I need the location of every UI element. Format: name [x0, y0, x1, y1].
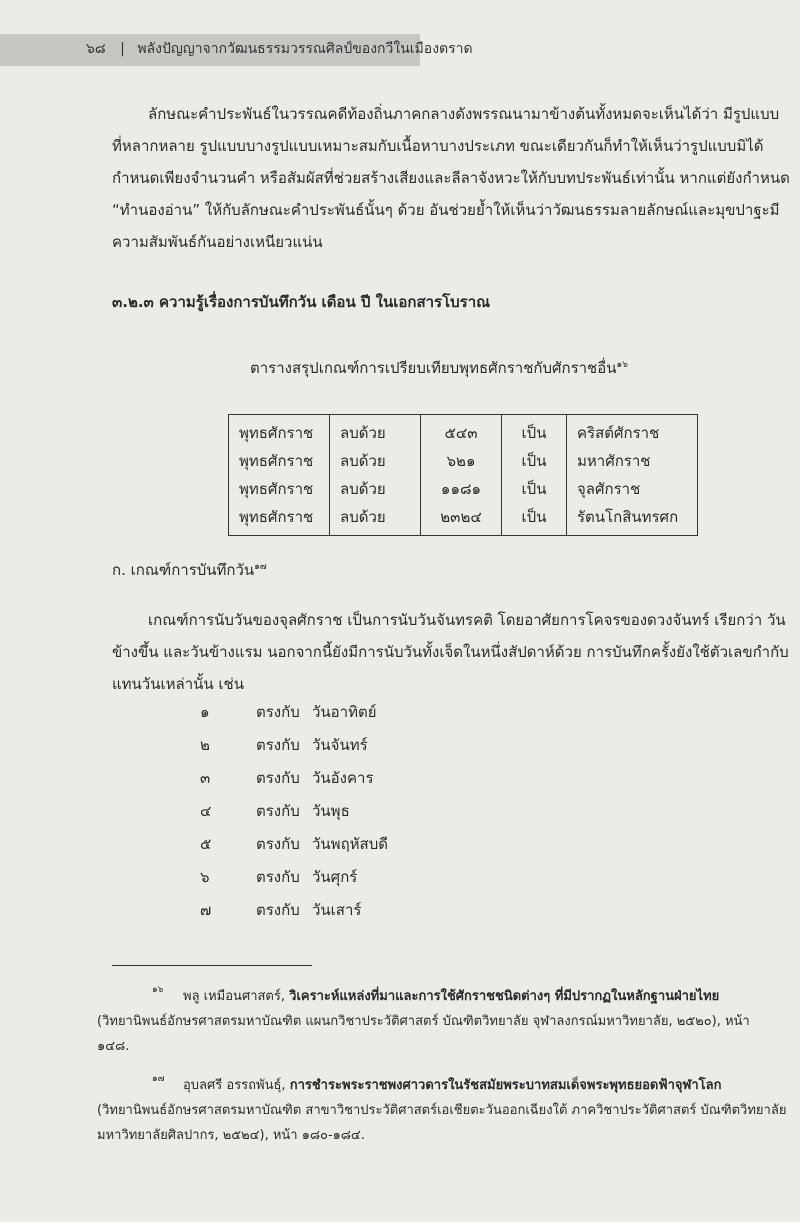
footnote-divider: [112, 965, 312, 966]
running-header: [86, 38, 473, 60]
era-conversion-table: [228, 414, 698, 536]
footnote-title: การชำระพระราชพงศาวดารในรัชสมัยพระบาทสมเด็จพระพุทธยอดฟ้าจุฬาโลก: [289, 1078, 722, 1093]
footnote-line: (วิทยานิพนธ์อักษรศาสตรมหาบัณฑิต แผนกวิชาประวัติศาสตร์ บัณฑิตวิทยาลัย จุฬาลงกรณ์มหาวิทยาลัย, ๒๕๒๐), หน้า: [97, 1014, 750, 1029]
list-item: [200, 898, 388, 931]
relation-text: ตรงกับ: [256, 802, 300, 820]
list-item: [200, 832, 388, 865]
intro-line: ที่หลากหลาย รูปแบบบางรูปแบบเหมาะสมกับเนื้อหาบางประเภท ขณะเดียวกันก็ทำให้เห็นว่ารูปแบบมิได้: [112, 137, 764, 155]
target-era-cell: มหาศักราช: [567, 447, 698, 475]
footnote-line: (วิทยานิพนธ์อักษรศาสตรมหาบัณฑิต สาขาวิชาประวัติศาสตร์เอเชียตะวันออกเฉียงใต้ ภาควิชาประวัติศาสตร์ บัณฑิตวิทยาลัย: [97, 1103, 787, 1118]
value-cell: ๕๔๓: [421, 415, 502, 448]
era-cell: พุทธศักราช: [229, 415, 330, 448]
footnotes: [97, 984, 787, 1148]
target-era-cell: คริสต์ศักราช: [567, 415, 698, 448]
era-cell: พุทธศักราช: [229, 503, 330, 536]
era-cell: พุทธศักราช: [229, 447, 330, 475]
relation-text: ตรงกับ: [256, 703, 300, 721]
value-cell: ๖๒๑: [421, 447, 502, 475]
table-row: [229, 415, 698, 448]
day-number: ๕: [200, 835, 212, 853]
section-heading: ๓.๒.๓ ความรู้เรื่องการบันทึกวัน เดือน ปี ในเอกสารโบราณ: [112, 293, 491, 311]
day-number: ๒: [200, 736, 210, 754]
intro-paragraph: [112, 98, 790, 258]
list-item: [200, 733, 388, 766]
table-row: [229, 447, 698, 475]
footnote-ref: ๑๗: [254, 562, 267, 572]
operation-cell: ลบด้วย: [330, 503, 421, 536]
table-caption: [250, 356, 628, 380]
operation-cell: ลบด้วย: [330, 475, 421, 503]
day-number: ๖: [200, 868, 210, 886]
day-number: ๔: [200, 802, 212, 820]
footnote: [97, 1073, 787, 1148]
is-cell: เป็น: [502, 415, 567, 448]
day-name: วันอังคาร: [312, 769, 374, 787]
footnote-author: พลู เหมือนศาสตร์,: [183, 989, 285, 1004]
day-name: วันพุธ: [312, 802, 350, 820]
intro-line: ความสัมพันธ์กันอย่างเหนียวแน่น: [112, 233, 323, 251]
subheading: [112, 558, 267, 582]
intro-line: “ทำนองอ่าน” ให้กับลักษณะคำประพันธ์นั้นๆ ด้วย อันช่วยย้ำให้เห็นว่าวัฒนธรรมลายลักษณ์และมุขปาฐะมี: [112, 201, 780, 219]
relation-text: ตรงกับ: [256, 901, 300, 919]
is-cell: เป็น: [502, 475, 567, 503]
footnote-line: มหาวิทยาลัยศิลปากร, ๒๕๒๔), หน้า ๑๘๐-๑๘๔.: [97, 1128, 365, 1143]
body-line: ข้างขึ้น และวันข้างแรม นอกจากนี้ยังมีการนับวันทั้งเจ็ดในหนึ่งสัปดาห์ด้วย การบันทึกครั้งยังใช้ตัวเลขกำกับ: [112, 643, 789, 661]
footnote-title: วิเคราะห์แหล่งที่มาและการใช้ศักราชชนิดต่างๆ ที่มีปรากฏในหลักฐานฝ่ายไทย: [289, 989, 720, 1004]
is-cell: เป็น: [502, 503, 567, 536]
footnote-mark: ๑๖: [152, 985, 164, 995]
day-number: ๗: [200, 901, 212, 919]
body-paragraph: [112, 604, 789, 700]
body-line: เกณฑ์การนับวันของจุลศักราช เป็นการนับวันจันทรคติ โดยอาศัยการโคจรของดวงจันทร์ เรียกว่า วัน: [148, 611, 786, 629]
relation-text: ตรงกับ: [256, 736, 300, 754]
footnote-mark: ๑๗: [152, 1074, 165, 1084]
table-caption-text: ตารางสรุปเกณฑ์การเปรียบเทียบพุทธศักราชกับศักราชอื่น: [250, 359, 617, 377]
value-cell: ๒๓๒๔: [421, 503, 502, 536]
header-separator: |: [120, 41, 125, 57]
table-row: [229, 475, 698, 503]
operation-cell: ลบด้วย: [330, 415, 421, 448]
value-cell: ๑๑๘๑: [421, 475, 502, 503]
day-name: วันเสาร์: [312, 901, 362, 919]
day-name: วันอาทิตย์: [312, 703, 377, 721]
footnote-ref: ๑๖: [616, 360, 628, 370]
day-number-list: [200, 700, 388, 931]
day-number: ๓: [200, 769, 211, 787]
target-era-cell: จุลศักราช: [567, 475, 698, 503]
table-row: [229, 503, 698, 536]
footnote-line: ๑๔๘.: [97, 1039, 130, 1054]
target-era-cell: รัตนโกสินทรศก: [567, 503, 698, 536]
operation-cell: ลบด้วย: [330, 447, 421, 475]
era-cell: พุทธศักราช: [229, 475, 330, 503]
page-number: ๖๘: [86, 41, 106, 57]
day-name: วันจันทร์: [312, 736, 368, 754]
body-line: แทนวันเหล่านั้น เช่น: [112, 675, 244, 693]
day-name: วันศุกร์: [312, 868, 358, 886]
subheading-text: ก. เกณฑ์การบันทึกวัน: [112, 561, 255, 579]
day-name: วันพฤหัสบดี: [312, 835, 388, 853]
footnote: [97, 984, 777, 1059]
relation-text: ตรงกับ: [256, 769, 300, 787]
footnote-line: [97, 1073, 777, 1098]
intro-line: กำหนดเพียงจำนวนคำ หรือสัมผัสที่ช่วยสร้างเสียงและลีลาจังหวะให้กับบทประพันธ์เท่านั้น หากแต่ยังกำหนด: [112, 169, 790, 187]
footnote-author: อุบลศรี อรรถพันธุ์,: [183, 1078, 286, 1093]
is-cell: เป็น: [502, 447, 567, 475]
list-item: [200, 865, 388, 898]
relation-text: ตรงกับ: [256, 868, 300, 886]
list-item: [200, 799, 388, 832]
intro-line: ลักษณะคำประพันธ์ในวรรณคดีท้องถิ่นภาคกลางดังพรรณนามาข้างต้นทั้งหมดจะเห็นได้ว่า มีรูปแบบ: [148, 105, 780, 123]
list-item: [200, 766, 388, 799]
day-number: ๑: [200, 703, 210, 721]
relation-text: ตรงกับ: [256, 835, 300, 853]
book-title: พลังปัญญาจากวัฒนธรรมวรรณศิลป์ของกวีในเมืองตราด: [137, 41, 473, 57]
list-item: [200, 700, 388, 733]
footnote-line: [97, 984, 777, 1009]
